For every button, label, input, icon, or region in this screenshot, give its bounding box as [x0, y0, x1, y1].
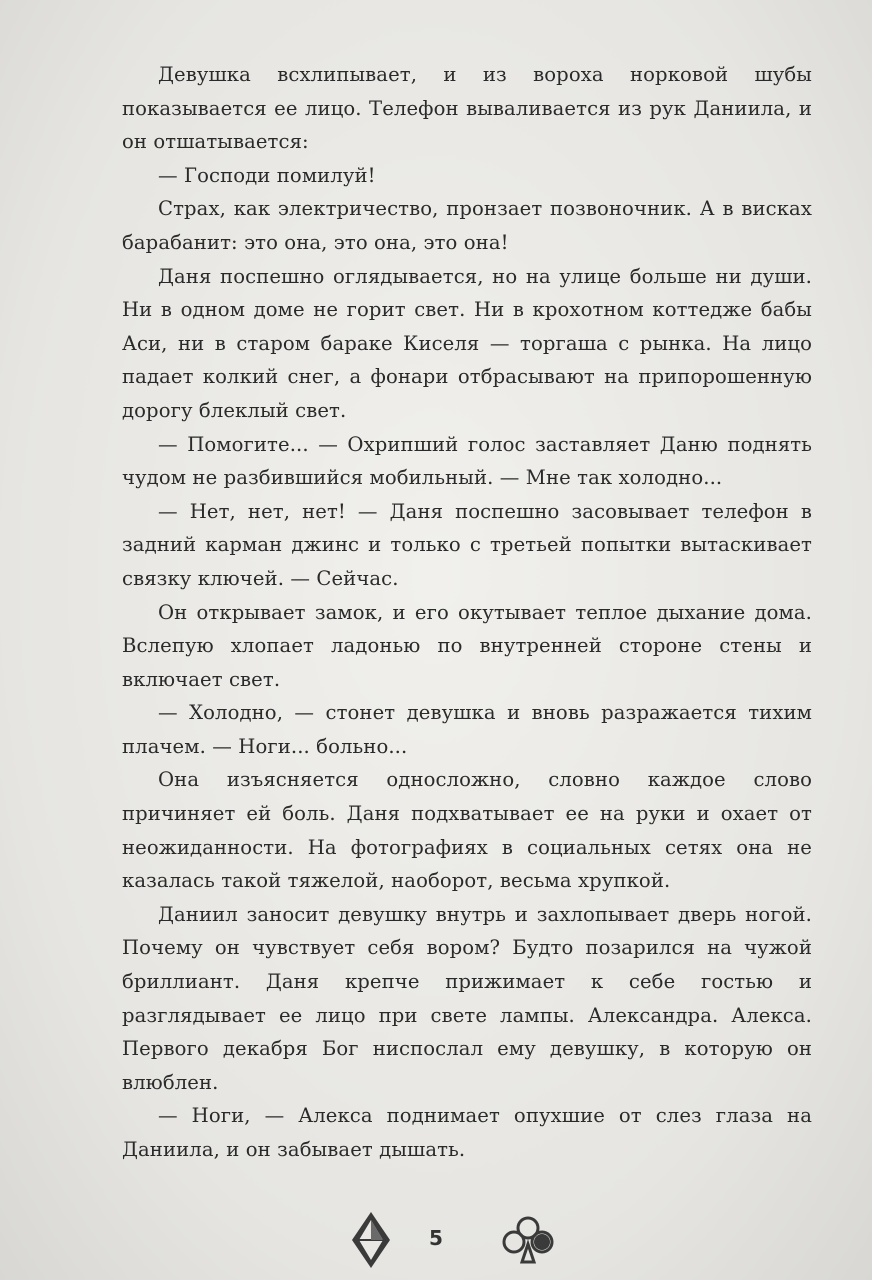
page-footer [0, 1210, 872, 1270]
body-text [122, 58, 812, 1167]
paragraph-7: Он открывает замок, и его окутывает теплое дыхание дома. Вслепую хлопает ладонью по внутренней стороне стены и включает свет. [122, 600, 812, 691]
club-ornament-icon [500, 1214, 556, 1266]
paragraph-5: — Помогите... — Охрипший голос заставляет Даню поднять чудом не разбившийся мобильный. — Мне так холодно... [122, 432, 812, 490]
paragraph-3: Страх, как электричество, пронзает позвоночник. А в висках барабанит: это она, это она, это она! [122, 197, 812, 254]
paragraph-10: Даниил заносит девушку внутрь и захлопывает дверь ногой. Почему он чувствует себя вором? Будто позарился на чужой бриллиант. Даня крепче прижимает к себе гостью и разглядывает ее лицо при свете лампы. Александра. Алекса. Первого декабря Бог ниспослал ему девушку, в которую он влюблен. [122, 902, 812, 1094]
paragraph-1: Девушка всхлипывает, и из вороха норковой шубы показывается ее лицо. Телефон вываливается из рук Даниила, и он отшатывается: [122, 63, 812, 154]
paragraph-9: Она изъясняется односложно, словно каждое слово причиняет ей боль. Даня подхватывает ее на руки и охает от неожиданности. На фотографиях в социальных сетях она не казалась такой тяжелой, наоборот, весьма хрупкой. [122, 768, 812, 893]
page-number: 5 [429, 1226, 443, 1250]
paragraph-6: — Нет, нет, нет! — Даня поспешно засовывает телефон в задний карман джинс и только с третьей попытки вытаскивает связку ключей. — Сейчас. [122, 499, 812, 590]
paragraph-2: — Господи помилуй! [158, 163, 376, 187]
paragraph-4: Даня поспешно оглядывается, но на улице больше ни души. Ни в одном доме не горит свет. Ни в крохотном коттедже бабы Аси, ни в старом бараке Киселя — торгаша с рынка. На лицо падает колкий снег, а фонари отбрасывают на припорошенную дорогу блеклый свет. [122, 264, 812, 422]
paragraph-11: — Ноги, — Алекса поднимает опухшие от слез глаза на Даниила, и он забывает дышать. [122, 1104, 812, 1161]
paragraph-8: — Холодно, — стонет девушка и вновь разражается тихим плачем. — Ноги... больно... [122, 701, 812, 758]
